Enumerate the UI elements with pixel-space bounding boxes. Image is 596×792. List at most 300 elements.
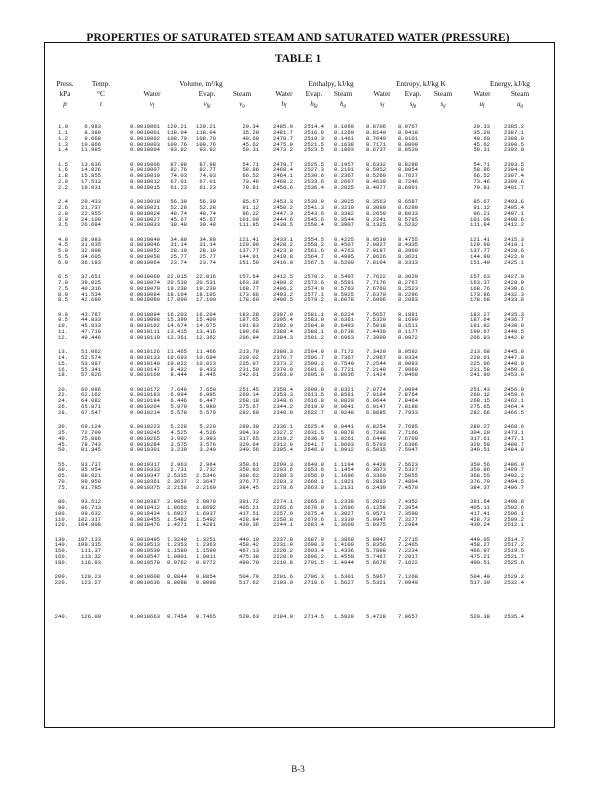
cell-vg: 56.39 xyxy=(199,198,216,205)
cell-temperature: 53.997 xyxy=(81,359,101,367)
cell-uf: 417.41 xyxy=(470,509,490,517)
cell-uf: 231.58 xyxy=(470,365,490,373)
cell-hg: 2675.4 xyxy=(304,509,324,517)
cell-vf: 0.0010455 xyxy=(130,515,160,523)
cell-ug: 2412.2 xyxy=(504,221,524,229)
cell-vf: 0.0010064 xyxy=(130,258,160,266)
cell-sg: 8.7246 xyxy=(398,178,418,186)
cell-sg: 8.8539 xyxy=(398,146,418,154)
cell-sf: 0.9878 xyxy=(334,428,354,436)
cell-sf: 1.3027 xyxy=(334,509,354,517)
row-group xyxy=(0,387,596,425)
cell-vf: 0.0010183 xyxy=(130,391,160,399)
cell-vg: 18.105 xyxy=(196,290,216,298)
cell-sfg: 5.9947 xyxy=(366,515,386,523)
header-sym-ug: ug xyxy=(517,100,523,109)
cell-temperature: 22.955 xyxy=(81,209,101,217)
cell-vfg: 18.104 xyxy=(167,290,187,298)
cell-temperature: 47.710 xyxy=(81,328,101,336)
cell-hf: 467.13 xyxy=(239,547,259,555)
cell-hfg: 2453.3 xyxy=(273,198,293,205)
cell-sfg: 6.1258 xyxy=(366,503,386,511)
cell-vf: 0.0010074 xyxy=(130,278,160,286)
cell-hf: 137.77 xyxy=(239,247,259,255)
cell-hfg: 2456.6 xyxy=(273,183,293,191)
cell-temperature: 111.37 xyxy=(81,547,101,555)
cell-hf: 329.64 xyxy=(239,440,259,448)
cell-hg: 2609.9 xyxy=(304,385,324,393)
cell-pressure: 160. xyxy=(54,553,68,561)
header-temp-unit: °C xyxy=(97,89,105,98)
cell-vg: 4.526 xyxy=(199,428,216,436)
cell-hf: 73.46 xyxy=(242,178,259,186)
cell-vg: 1.5492 xyxy=(196,515,216,523)
cell-hg: 2646.0 xyxy=(304,446,324,454)
cell-vfg: 0.8088 xyxy=(167,578,187,586)
cell-vg: 67.01 xyxy=(199,178,216,186)
cell-vfg: 87.98 xyxy=(170,160,187,168)
cell-vf: 0.0010089 xyxy=(130,296,160,304)
header-volume-water: Water xyxy=(143,89,161,98)
cell-sg: 8.8054 xyxy=(398,166,418,174)
cell-ug: 2453.9 xyxy=(504,371,524,379)
cell-sfg: 6.7288 xyxy=(366,428,386,436)
cell-hg: 2567.5 xyxy=(304,258,324,266)
cell-temperature: 104.808 xyxy=(77,521,101,529)
cell-hfg: 2392.9 xyxy=(273,322,293,330)
cell-uf: 168.76 xyxy=(470,284,490,292)
cell-sfg: 8.1325 xyxy=(366,221,386,229)
cell-temperature: 78.743 xyxy=(81,440,101,448)
cell-hg: 2710.6 xyxy=(304,578,324,586)
cell-hg: 2594.0 xyxy=(304,348,324,355)
cell-sg: 7.6306 xyxy=(398,440,418,448)
cell-sg: 7.2715 xyxy=(398,535,418,543)
cell-vg: 52.28 xyxy=(199,203,216,211)
cell-pressure: 120. xyxy=(54,521,68,529)
cell-uf: 439.24 xyxy=(470,521,490,529)
cell-hg: 2687.0 xyxy=(304,535,324,543)
cell-sfg: 6.9644 xyxy=(366,397,386,405)
cell-hf: 359.93 xyxy=(239,466,259,474)
cell-sfg: 8.2241 xyxy=(366,215,386,223)
cell-vf: 0.0010007 xyxy=(130,166,160,174)
cell-sfg: 8.4639 xyxy=(366,178,386,186)
cell-vf: 0.0010052 xyxy=(130,247,160,255)
cell-pressure: 1.5 xyxy=(58,160,68,168)
cell-hfg: 2265.6 xyxy=(273,503,293,511)
cell-uf: 304.29 xyxy=(470,428,490,436)
cell-temperature: 65.871 xyxy=(81,403,101,411)
cell-sf: 0.4225 xyxy=(334,235,354,243)
cell-sfg: 8.2650 xyxy=(366,209,386,217)
cell-uf: 275.65 xyxy=(470,403,490,411)
cell-sf: 0.2367 xyxy=(334,172,354,180)
cell-sf: 0.7549 xyxy=(334,359,354,367)
cell-hf: 79.81 xyxy=(242,183,259,191)
cell-hg: 2690.3 xyxy=(304,541,324,549)
cell-uf: 178.68 xyxy=(470,296,490,304)
cell-sf: 0.2101 xyxy=(334,166,354,174)
cell-hfg: 2283.3 xyxy=(273,478,293,486)
cell-uf: 191.82 xyxy=(470,322,490,330)
cell-vg: 0.7465 xyxy=(196,612,216,620)
cell-uf: 29.33 xyxy=(473,123,490,130)
cell-vf: 0.0010040 xyxy=(130,235,160,243)
header-sym-vfg: vfg xyxy=(203,100,211,109)
cell-vfg: 1.8682 xyxy=(167,503,187,511)
cell-hg: 2649.9 xyxy=(304,460,324,468)
cell-temperature: 123.27 xyxy=(81,578,101,586)
cell-vfg: 31.14 xyxy=(170,241,187,249)
cell-ug: 2390.5 xyxy=(504,140,524,148)
cell-hf: 66.52 xyxy=(242,172,259,180)
header-sym-hf: hf xyxy=(281,100,287,109)
cell-temperature: 13.036 xyxy=(81,160,101,168)
cell-sf: 1.2696 xyxy=(334,503,354,511)
cell-uf: 449.05 xyxy=(470,535,490,543)
cell-sfg: 6.3873 xyxy=(366,466,386,474)
cell-vg: 100.76 xyxy=(196,140,216,148)
cell-ug: 2438.0 xyxy=(504,322,524,330)
cell-sg: 7.1268 xyxy=(398,573,418,580)
cell-sfg: 5.9375 xyxy=(366,521,386,529)
cell-pressure: 1.2 xyxy=(58,134,68,142)
cell-vfg: 93.92 xyxy=(170,146,187,154)
cell-pressure: 18. xyxy=(58,371,68,379)
cell-ug: 2489.7 xyxy=(504,466,524,474)
cell-sg: 8.4755 xyxy=(398,235,418,243)
cell-sg: 7.3277 xyxy=(398,515,418,523)
cell-pressure: 110. xyxy=(54,515,68,523)
cell-sfg: 6.4428 xyxy=(366,460,386,468)
cell-hfg: 2475.9 xyxy=(273,140,293,148)
cell-hg: 2706.3 xyxy=(304,573,324,580)
cell-hfg: 2340.0 xyxy=(273,408,293,416)
cell-sf: 0.9248 xyxy=(334,408,354,416)
cell-sfg: 8.7640 xyxy=(366,134,386,142)
table-row xyxy=(0,297,596,303)
cell-uf: 173.86 xyxy=(470,290,490,298)
row-group xyxy=(0,349,596,387)
cell-sf: 1.2131 xyxy=(334,483,354,491)
row-group xyxy=(0,499,596,537)
row-group xyxy=(0,199,596,237)
cell-vfg: 3.992 xyxy=(170,434,187,442)
cell-hfg: 2358.4 xyxy=(273,385,293,393)
cell-pressure: 10. xyxy=(58,322,68,330)
cell-vf: 0.0010333 xyxy=(130,466,160,474)
cell-uf: 40.60 xyxy=(473,134,490,142)
cell-hg: 2541.3 xyxy=(304,203,324,211)
cell-hf: 368.62 xyxy=(239,472,259,480)
cell-pressure: 7.0 xyxy=(58,278,68,286)
cell-uf: 504.49 xyxy=(470,573,490,580)
cell-vf: 0.0010608 xyxy=(130,573,160,580)
cell-sg: 8.0592 xyxy=(398,348,418,355)
cell-vf: 0.0010033 xyxy=(130,221,160,229)
cell-temperature: 88.021 xyxy=(81,472,101,480)
cell-hf: 504.70 xyxy=(239,573,259,580)
cell-sf: 0.4995 xyxy=(334,253,354,261)
cell-vf: 0.0010006 xyxy=(130,160,160,168)
cell-hf: 517.62 xyxy=(239,578,259,586)
cell-pressure: 1.3 xyxy=(58,140,68,148)
cell-sfg: 7.5329 xyxy=(366,316,386,324)
cell-vfg: 6.994 xyxy=(170,391,187,399)
header-sym-p: p xyxy=(63,100,67,108)
cell-ug: 2477.1 xyxy=(504,434,524,442)
cell-sfg: 7.2544 xyxy=(366,359,386,367)
cell-pressure: 12. xyxy=(58,333,68,341)
cell-vg: 9.433 xyxy=(199,365,216,373)
cell-hfg: 2403.2 xyxy=(273,290,293,298)
cell-hg: 2665.8 xyxy=(304,498,324,505)
cell-ug: 2420.6 xyxy=(504,247,524,255)
cell-hfg: 2344.2 xyxy=(273,403,293,411)
cell-ug: 2480.7 xyxy=(504,440,524,448)
cell-sfg: 5.7467 xyxy=(366,553,386,561)
cell-vf: 0.0010111 xyxy=(130,328,160,336)
cell-vfg: 45.67 xyxy=(170,215,187,223)
cell-temperature: 107.133 xyxy=(77,535,101,543)
cell-vfg: 1.1580 xyxy=(167,547,187,555)
cell-vf: 0.0010361 xyxy=(130,478,160,486)
cell-vg: 19.239 xyxy=(196,284,216,292)
table-row xyxy=(0,485,596,491)
cell-vfg: 25.77 xyxy=(170,253,187,261)
table-body xyxy=(0,124,596,651)
cell-vfg: 20.530 xyxy=(167,278,187,286)
cell-vfg: 2.5335 xyxy=(167,472,187,480)
cell-hg: 2616.8 xyxy=(304,397,324,405)
cell-hfg: 2428.2 xyxy=(273,241,293,249)
cell-sg: 8.1511 xyxy=(398,322,418,330)
cell-vf: 0.0010579 xyxy=(130,558,160,566)
cell-temperature: 42.689 xyxy=(81,296,101,304)
cell-temperature: 55.341 xyxy=(81,365,101,373)
cell-hg: 2701.5 xyxy=(304,558,324,566)
cell-sf: 1.1696 xyxy=(334,472,354,480)
cell-pressure: 4.0 xyxy=(58,235,68,243)
cell-pressure: 140. xyxy=(54,541,68,549)
cell-vg: 25.77 xyxy=(199,253,216,261)
cell-temperature: 32.898 xyxy=(81,247,101,255)
cell-hg: 2558.2 xyxy=(304,241,324,249)
cell-hfg: 2481.7 xyxy=(273,128,293,136)
cell-ug: 2525.6 xyxy=(504,558,524,566)
table-row xyxy=(0,185,596,191)
cell-sf: 1.3868 xyxy=(334,535,354,543)
cell-sf: 0.6224 xyxy=(334,310,354,318)
cell-hf: 405.21 xyxy=(239,503,259,511)
cell-ug: 2473.1 xyxy=(504,428,524,436)
cell-hg: 2545.6 xyxy=(304,215,324,223)
cell-sg: 7.5947 xyxy=(398,446,418,454)
cell-vg: 15.400 xyxy=(196,316,216,324)
cell-hf: 340.56 xyxy=(239,446,259,454)
row-group xyxy=(0,124,596,162)
cell-ug: 2496.7 xyxy=(504,483,524,491)
cell-pressure: 2.8 xyxy=(58,209,68,217)
cell-hg: 2514.4 xyxy=(304,123,324,130)
cell-sf: 0.3382 xyxy=(334,209,354,217)
cell-vfg: 100.76 xyxy=(167,140,187,148)
cell-vfg: 22.015 xyxy=(167,273,187,280)
cell-sfg: 6.5703 xyxy=(366,440,386,448)
cell-vg: 39.48 xyxy=(199,221,216,229)
cell-sg: 7.8464 xyxy=(398,397,418,405)
cell-sg: 8.0093 xyxy=(398,359,418,367)
cell-pressure: 9.5 xyxy=(58,316,68,324)
cell-uf: 35.20 xyxy=(473,128,490,136)
cell-hfg: 2363.9 xyxy=(273,371,293,379)
cell-sg: 7.1622 xyxy=(398,558,418,566)
cell-vg: 1.2363 xyxy=(196,541,216,549)
cell-sg: 7.2017 xyxy=(398,553,418,561)
cell-ug: 2415.3 xyxy=(504,235,524,243)
cell-sg: 7.4352 xyxy=(398,498,418,505)
header-sym-sfg: sfg xyxy=(409,100,417,109)
cell-ug: 2514.7 xyxy=(504,535,524,543)
cell-hfg: 2250.8 xyxy=(273,515,293,523)
cell-hg: 2683.4 xyxy=(304,521,324,529)
cell-temperature: 26.694 xyxy=(81,221,101,229)
cell-vfg: 23.74 xyxy=(170,258,187,266)
cell-vf: 0.0010375 xyxy=(130,483,160,491)
row-group xyxy=(0,162,596,200)
cell-sg: 8.5232 xyxy=(398,221,418,229)
cell-pressure: 26. xyxy=(58,403,68,411)
cell-vfg: 118.04 xyxy=(167,128,187,136)
cell-hfg: 2201.6 xyxy=(273,573,293,580)
cell-vf: 0.0010094 xyxy=(130,310,160,318)
cell-ug: 2440.5 xyxy=(504,328,524,336)
cell-sfg: 7.6370 xyxy=(366,290,386,298)
cell-hf: 242.01 xyxy=(239,371,259,379)
cell-ug: 2392.0 xyxy=(504,146,524,154)
cell-ug: 2403.6 xyxy=(504,198,524,205)
cell-temperature: 116.93 xyxy=(81,558,101,566)
table-row xyxy=(0,372,596,378)
cell-hfg: 2416.0 xyxy=(273,258,293,266)
cell-vf: 0.0010027 xyxy=(130,215,160,223)
cell-hfg: 2409.2 xyxy=(273,278,293,286)
cell-sfg: 8.5952 xyxy=(366,166,386,174)
cell-hfg: 2384.3 xyxy=(273,333,293,341)
cell-vfg: 1.4271 xyxy=(167,521,187,529)
cell-temperature: 83.737 xyxy=(81,460,101,468)
cell-hf: 85.67 xyxy=(242,198,259,205)
cell-sf: 0.5763 xyxy=(334,284,354,292)
cell-sfg: 5.4728 xyxy=(366,612,386,620)
cell-temperature: 62.162 xyxy=(81,391,101,399)
cell-vg: 31.14 xyxy=(199,241,216,249)
cell-sfg: 6.2439 xyxy=(366,483,386,491)
cell-hfg: 2412.5 xyxy=(273,273,293,280)
cell-uf: 73.46 xyxy=(473,178,490,186)
cell-hfg: 2226.2 xyxy=(273,547,293,555)
cell-ug: 2388.9 xyxy=(504,134,524,142)
cell-hf: 50.31 xyxy=(242,146,259,154)
cell-hg: 2574.9 xyxy=(304,284,324,292)
cell-hfg: 2336.1 xyxy=(273,423,293,430)
header-enthalpy-water: Water xyxy=(275,89,293,98)
cell-ug: 2486.9 xyxy=(504,460,524,468)
cell-sf: 0.5591 xyxy=(334,278,354,286)
cell-hfg: 2450.2 xyxy=(273,203,293,211)
cell-hf: 475.38 xyxy=(239,553,259,561)
cell-pressure: 28. xyxy=(58,408,68,416)
cell-temperature: 11.985 xyxy=(81,146,101,154)
cell-hg: 2588.1 xyxy=(304,328,324,336)
cell-sg: 8.0872 xyxy=(398,333,418,341)
page-number: B-3 xyxy=(291,764,305,774)
cell-vf: 0.0010046 xyxy=(130,241,160,249)
cell-vf: 0.0010204 xyxy=(130,403,160,411)
cell-uf: 475.21 xyxy=(470,553,490,561)
cell-sg: 7.8188 xyxy=(398,403,418,411)
cell-vf: 0.0010284 xyxy=(130,440,160,448)
cell-hfg: 2319.2 xyxy=(273,434,293,442)
cell-temperature: 75.886 xyxy=(81,434,101,442)
cell-pressure: 1.0 xyxy=(58,123,68,130)
cell-vfg: 5.979 xyxy=(170,403,187,411)
cell-uf: 111.84 xyxy=(470,221,490,229)
cell-vg: 5.229 xyxy=(199,423,216,430)
cell-uf: 289.27 xyxy=(470,423,490,430)
cell-sg: 7.8764 xyxy=(398,391,418,399)
cell-vg: 1.6937 xyxy=(196,509,216,517)
cell-hfg: 2464.1 xyxy=(273,172,293,180)
cell-sf: 0.6963 xyxy=(334,333,354,341)
cell-sf: 0.3907 xyxy=(334,221,354,229)
cell-uf: 329.59 xyxy=(470,440,490,448)
cell-sfg: 8.3563 xyxy=(366,198,386,205)
cell-uf: 199.67 xyxy=(470,328,490,336)
cell-sf: 0.1060 xyxy=(334,123,354,130)
cell-vf: 0.0010126 xyxy=(130,348,160,355)
cell-pressure: 60. xyxy=(58,466,68,474)
cell-pressure: 24. xyxy=(58,397,68,405)
cell-pressure: 15. xyxy=(58,359,68,367)
cell-temperature: 36.183 xyxy=(81,258,101,266)
cell-sfg: 5.5321 xyxy=(366,578,386,586)
cell-hf: 529.63 xyxy=(239,612,259,620)
cell-temperature: 14.026 xyxy=(81,166,101,174)
cell-vfg: 2.2158 xyxy=(167,483,187,491)
cell-vg: 3.240 xyxy=(199,446,216,454)
cell-sg: 8.1690 xyxy=(398,316,418,324)
cell-ug: 2448.9 xyxy=(504,359,524,367)
cell-hg: 2613.5 xyxy=(304,391,324,399)
cell-hf: 183.28 xyxy=(239,310,259,318)
cell-temperature: 34.605 xyxy=(81,253,101,261)
cell-temperature: 37.651 xyxy=(81,273,101,280)
cell-sf: 1.4944 xyxy=(334,558,354,566)
cell-sg: 7.0949 xyxy=(398,578,418,586)
cell-uf: 340.51 xyxy=(470,446,490,454)
cell-sf: 1.0261 xyxy=(334,434,354,442)
cell-vfg: 5.228 xyxy=(170,423,187,430)
cell-hf: 96.22 xyxy=(242,209,259,217)
cell-hfg: 2423.8 xyxy=(273,247,293,255)
cell-hg: 2663.0 xyxy=(304,483,324,491)
cell-vfg: 2.0859 xyxy=(167,498,187,505)
cell-hfg: 2220.9 xyxy=(273,553,293,561)
cell-sf: 1.5301 xyxy=(334,573,354,580)
cell-sf: 1.1454 xyxy=(334,466,354,474)
